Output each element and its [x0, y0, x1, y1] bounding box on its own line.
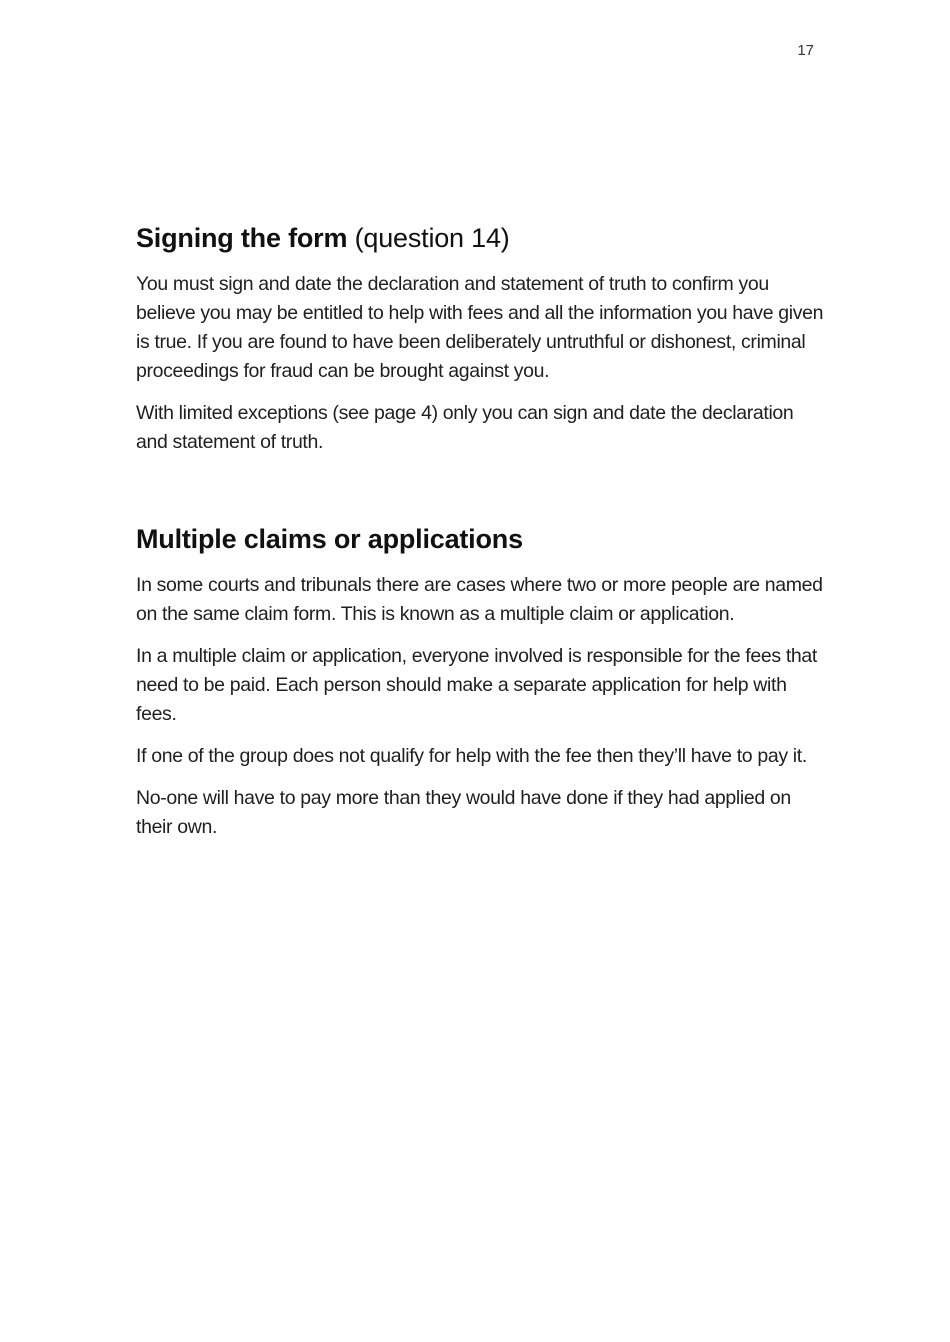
page-content: [136, 218, 826, 855]
section-signing-the-form: [136, 218, 826, 457]
page-number: 17: [797, 42, 814, 59]
paragraph: If one of the group does not qualify for help with the fee then they’ll have to pay it.: [136, 745, 807, 767]
paragraph: You must sign and date the declaration and statement of truth to confirm you believe you may be entitled to help with fees and all the information you have given is true. If you are found to have been deliberately untruthful or dishonest, criminal proceedings for fraud can be brought against you.: [136, 273, 824, 382]
heading-bold-text: Signing the form: [136, 223, 348, 253]
section-heading: Multiple claims or applications: [136, 524, 523, 554]
paragraph: In a multiple claim or application, everyone involved is responsible for the fees that need to be paid. Each person should make a separate application for help with fees.: [136, 645, 817, 725]
paragraph: With limited exceptions (see page 4) only you can sign and date the declaration and statement of truth.: [136, 402, 794, 453]
section-heading: [136, 218, 826, 258]
heading-suffix-text: (question 14): [347, 223, 510, 253]
paragraph: In some courts and tribunals there are cases where two or more people are named on the same claim form. This is known as a multiple claim or application.: [136, 574, 823, 625]
section-multiple-claims: [136, 519, 826, 842]
paragraph: No-one will have to pay more than they would have done if they had applied on their own.: [136, 787, 791, 838]
